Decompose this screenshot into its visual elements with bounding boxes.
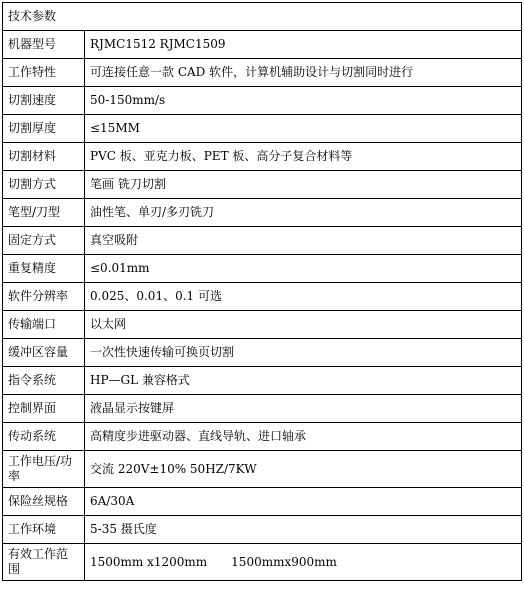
spec-label: 保险丝规格	[3, 488, 85, 516]
spec-value: 液晶显示按键屏	[85, 395, 522, 423]
table-row	[3, 395, 522, 423]
table-row	[3, 544, 522, 581]
table-row	[3, 199, 522, 227]
tech-spec-table	[2, 2, 522, 581]
spec-label: 切割厚度	[3, 115, 85, 143]
spec-label: 切割方式	[3, 171, 85, 199]
spec-value: 交流 220V±10% 50HZ/7KW	[85, 451, 522, 488]
spec-label: 笔型/刀型	[3, 199, 85, 227]
table-row	[3, 171, 522, 199]
spec-value: ≤0.01mm	[85, 255, 522, 283]
spec-value: 油性笔、单刃/多刃铣刀	[85, 199, 522, 227]
spec-value: PVC 板、亚克力板、PET 板、高分子复合材料等	[85, 143, 522, 171]
spec-label: 重复精度	[3, 255, 85, 283]
spec-label: 切割材料	[3, 143, 85, 171]
spec-value: ≤15MM	[85, 115, 522, 143]
spec-label: 固定方式	[3, 227, 85, 255]
table-row	[3, 227, 522, 255]
table-header-row	[3, 3, 522, 31]
spec-label: 切割速度	[3, 87, 85, 115]
spec-value: 以太网	[85, 311, 522, 339]
spec-label: 指令系统	[3, 367, 85, 395]
table-row	[3, 255, 522, 283]
spec-value: 一次性快速传输可换页切割	[85, 339, 522, 367]
spec-value: 0.025、0.01、0.1 可选	[85, 283, 522, 311]
spec-value: 真空吸附	[85, 227, 522, 255]
spec-label: 缓冲区容量	[3, 339, 85, 367]
spec-value: 50-150mm/s	[85, 87, 522, 115]
table-row	[3, 311, 522, 339]
table-row	[3, 31, 522, 59]
spec-value: 1500mm x1200mm 1500mmx900mm	[85, 544, 522, 581]
spec-value: 5-35 摄氏度	[85, 516, 522, 544]
table-row	[3, 143, 522, 171]
spec-label: 机器型号	[3, 31, 85, 59]
spec-label: 控制界面	[3, 395, 85, 423]
table-row	[3, 115, 522, 143]
table-title: 技术参数	[3, 3, 522, 31]
spec-value: RJMC1512 RJMC1509	[85, 31, 522, 59]
spec-value: HP—GL 兼容格式	[85, 367, 522, 395]
spec-value: 高精度步进驱动器、直线导轨、进口轴承	[85, 423, 522, 451]
table-row	[3, 451, 522, 488]
table-row	[3, 367, 522, 395]
table-row	[3, 423, 522, 451]
table-row	[3, 87, 522, 115]
spec-label: 工作环境	[3, 516, 85, 544]
spec-value: 笔画 铣刀切割	[85, 171, 522, 199]
spec-value: 可连接任意一款 CAD 软件，计算机辅助设计与切割同时进行	[85, 59, 522, 87]
spec-label: 工作电压/功率	[3, 451, 85, 488]
spec-label: 有效工作范围	[3, 544, 85, 581]
table-row	[3, 283, 522, 311]
spec-label: 软件分辨率	[3, 283, 85, 311]
table-row	[3, 516, 522, 544]
spec-label: 传动系统	[3, 423, 85, 451]
table-row	[3, 59, 522, 87]
spec-value: 6A/30A	[85, 488, 522, 516]
spec-label: 工作特性	[3, 59, 85, 87]
spec-label: 传输端口	[3, 311, 85, 339]
table-row	[3, 339, 522, 367]
table-row	[3, 488, 522, 516]
